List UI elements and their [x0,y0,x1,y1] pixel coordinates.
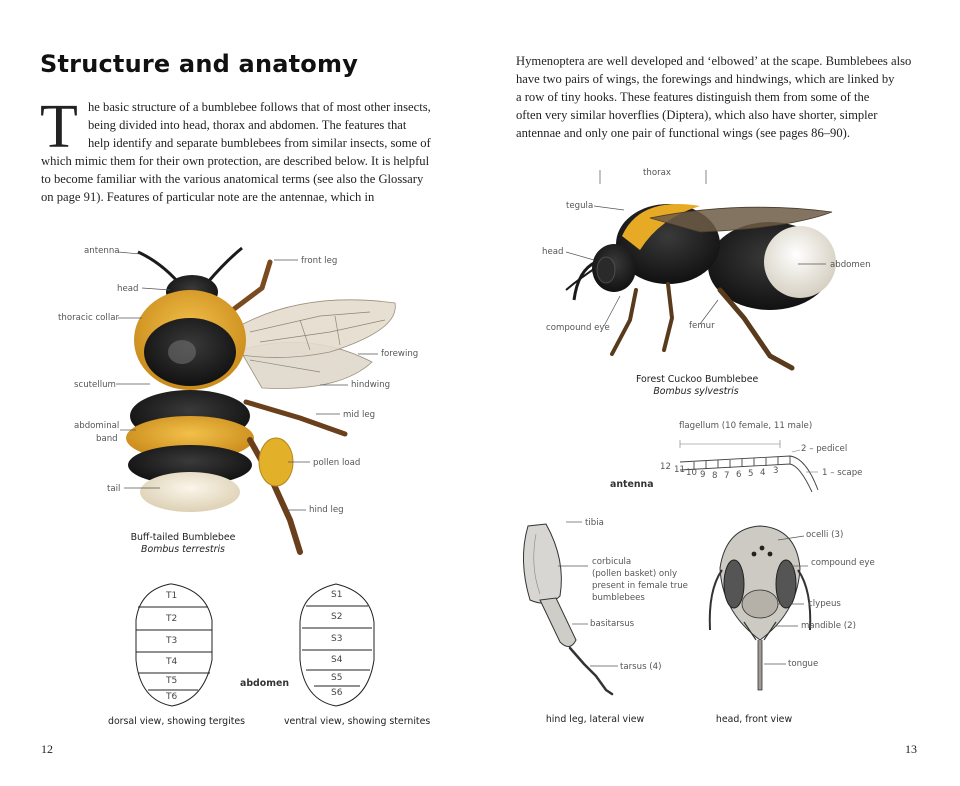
label-head: head [117,284,139,294]
right-para-line: a row of tiny hooks. These features distinguish them from some of the [516,90,870,104]
left-para-line: on page 91). Features of particular note are the antennae, which in [41,190,375,204]
antenna-segment-number: 12 [660,462,671,472]
antenna-segment-number: 10 [686,468,697,478]
label-abdominal: abdominal [74,421,120,431]
label-thoracic-collar: thoracic collar [58,313,119,323]
page-number-left: 12 [41,742,53,756]
hind-leg-caption: hind leg, lateral view [545,714,645,725]
label-hindwing: hindwing [351,380,391,390]
left-para-line: which mimic them for their own protection, are described below. It is helpful [41,154,430,168]
label-thorax: thorax [643,168,671,178]
antenna-segment-number: 6 [736,470,742,480]
antenna-segment-number: 9 [700,470,706,480]
label-corbicula: corbicula [592,557,632,567]
sternite-label: S5 [331,673,343,683]
label-flagellum: flagellum (10 female, 11 male) [679,421,813,431]
page-number-right: 13 [905,742,917,756]
label-mandible: mandible (2) [801,621,856,631]
right-para-line: antennae and only one pair of functional wings (see pages 86–90). [516,126,850,140]
head-front-caption: head, front view [715,714,793,725]
label-front-leg: front leg [301,256,338,266]
sternite-label: S3 [331,634,343,644]
label-corbicula-note: (pollen basket) only [592,569,678,579]
left-para-line: to become familiar with the various anatomical terms (see also the Glossary [41,172,424,186]
cuckoo-caption-latin: Bombus sylvestris [653,386,739,397]
tergite-label: T1 [166,591,178,601]
abdomen-label: abdomen [240,678,289,689]
antenna-segment-number: 5 [748,469,754,479]
sternite-label: S1 [331,590,343,600]
label-compound-eye: compound eye [546,323,610,333]
antenna-diagram [680,440,818,492]
buff-tailed-caption-latin: Bombus terrestris [141,544,225,555]
label-basitarsus: basitarsus [590,619,635,629]
cuckoo-bee-illustration [566,204,836,368]
label-tongue: tongue [788,659,819,669]
right-para-line: Hymenoptera are well developed and ‘elbowed’ at the scape. Bumblebees also [516,54,912,68]
ventral-caption: ventral view, showing sternites [284,716,431,727]
antenna-segment-number: 8 [712,471,718,481]
label-corbicula-note: present in female true [592,581,688,591]
sternite-label: S2 [331,612,343,622]
label-tail: tail [107,484,121,494]
antenna-segment-number: 3 [773,466,779,476]
dorsal-caption: dorsal view, showing tergites [108,716,246,727]
label-femur: femur [689,321,715,331]
left-para-line: he basic structure of a bumblebee follows that of most other insects, [88,100,431,114]
label-corbicula-note: bumblebees [592,593,645,603]
right-para-line: have two pairs of wings, the forewings and hindwings, which are linked by [516,72,895,86]
label-mid-leg: mid leg [343,410,376,420]
label-scutellum: scutellum [74,380,116,390]
tergite-label: T4 [166,657,178,667]
page-title: Structure and anatomy [40,50,359,78]
antenna-segment-number: 4 [760,468,766,478]
label-tarsus: tarsus (4) [620,662,662,672]
label-tibia: tibia [585,518,604,528]
label-band: band [96,434,118,444]
label-hind-leg: hind leg [309,505,344,515]
label-antenna: antenna [84,246,120,256]
label-compound-eye: compound eye [811,558,875,568]
cuckoo-caption-common: Forest Cuckoo Bumblebee [636,374,759,385]
sternite-label: S6 [331,688,343,698]
label-scape: 1 – scape [822,468,863,478]
label-pedicel: 2 – pedicel [801,444,848,454]
tergite-label: T6 [166,692,178,702]
label-forewing: forewing [381,349,419,359]
sternite-label: S4 [331,655,343,665]
tergite-label: T3 [166,636,178,646]
tergite-label: T2 [166,614,178,624]
right-para-line: often very similar hoverflies (Diptera), which also have shorter, simpler [516,108,878,122]
label-pollen-load: pollen load [313,458,361,468]
left-para-line: help identify and separate bumblebees from similar insects, some of [88,136,431,150]
label-tegula: tegula [566,201,594,211]
label-head: head [542,247,564,257]
buff-tailed-bee-illustration [126,248,395,552]
tergite-label: T5 [166,676,178,686]
drop-cap: T [40,93,78,161]
antenna-segment-number: 11 [674,465,685,475]
label-clypeus: clypeus [808,599,841,609]
antenna-title: antenna [610,479,654,490]
antenna-segment-number: 7 [724,471,730,481]
label-ocelli: ocelli (3) [806,530,844,540]
left-para-line: being divided into head, thorax and abdomen. The features that [88,118,407,132]
hind-leg-illustration [523,524,612,694]
buff-tailed-caption-common: Buff-tailed Bumblebee [130,532,236,543]
label-abdomen: abdomen [830,260,871,270]
